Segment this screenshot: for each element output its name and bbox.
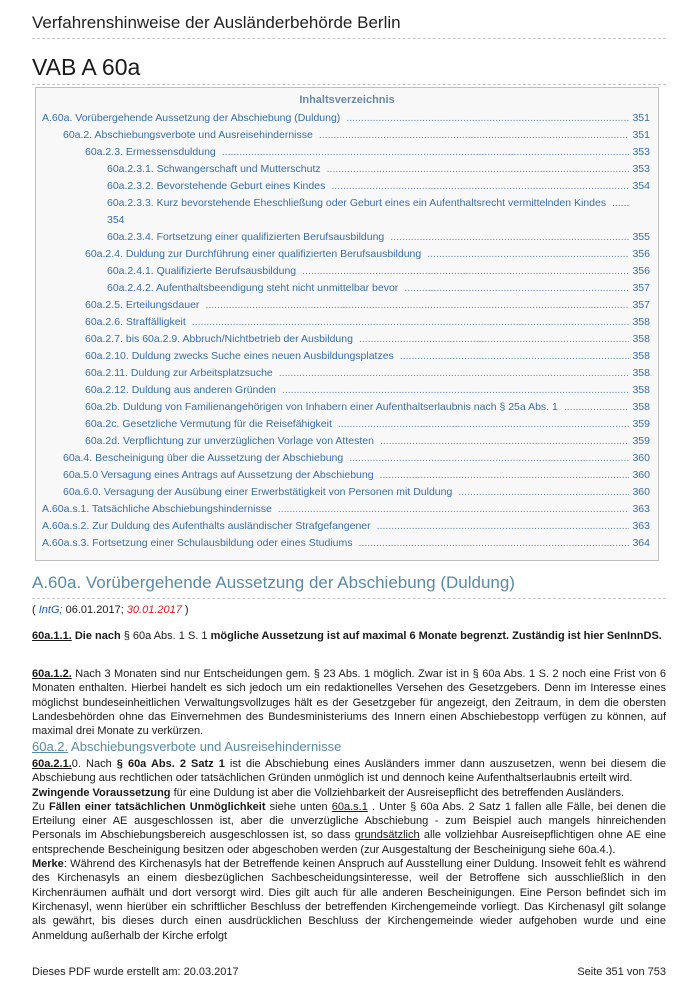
toc-entry-page: 351 (632, 129, 650, 141)
toc-entry-text: 60a.2d. Verpflichtung zur unverzüglichen Vorlage von Attesten (85, 435, 374, 447)
toc-entry-text: 60a.4. Bescheinigung über die Aussetzung der Abschiebung (63, 452, 344, 464)
subsection-number-link[interactable]: 60a.2. (32, 739, 69, 754)
toc-entry-page: 353 (632, 163, 650, 175)
toc-entry-text: 60a.2.5. Erteilungsdauer (85, 299, 200, 311)
toc-leader-dots (346, 110, 629, 127)
toc-entry-text: 60a.2.3.1. Schwangerschaft und Mutterschutz (107, 163, 321, 175)
section-divider (32, 598, 666, 599)
toc-entry-text: 60a.2.3. Ermessensduldung (85, 146, 216, 158)
toc-entry-page: 360 (632, 469, 650, 481)
toc-entry-text: 60a.2c. Gesetzliche Vermutung für die Reisefähigkeit (85, 418, 332, 430)
toc-entry[interactable] (36, 280, 658, 297)
footer-created: Dieses PDF wurde erstellt am: 20.03.2017 (32, 966, 239, 978)
toc-entry[interactable] (36, 399, 658, 416)
toc-leader-dots (400, 348, 630, 365)
toc-entry[interactable] (36, 195, 658, 229)
toc-entry[interactable] (36, 127, 658, 144)
toc-entry[interactable] (36, 161, 658, 178)
toc-entry-page: 359 (632, 435, 650, 447)
toc-leader-dots (377, 518, 630, 535)
toc-entry-text: 60a.2.4. Duldung zur Durchführung einer qualifizierten Berufsausbildung (85, 248, 422, 260)
toc-leader-dots: ...... (606, 197, 630, 209)
toc-entry[interactable] (36, 331, 658, 348)
toc-entry[interactable] (36, 535, 658, 552)
toc-leader-dots (427, 246, 629, 263)
toc-leader-dots (338, 416, 630, 433)
toc-leader-dots (349, 450, 629, 467)
toc-entry-text: 60a.2.3.2. Bevorstehende Geburt eines Kindes (107, 180, 326, 192)
toc-entry-page: 351 (632, 112, 650, 124)
paragraph-60a-1-1: 60a.1.1. Die nach § 60a Abs. 1 S. 1 mögliche Aussetzung ist auf maximal 6 Monate begrenzt. Zuständig ist hier SenInnDS. (32, 630, 662, 642)
toc-entry[interactable] (36, 246, 658, 263)
toc-entry[interactable] (36, 365, 658, 382)
toc-leader-dots (205, 297, 629, 314)
toc-entry-text: 60a.2. Abschiebungsverbote und Ausreisehindernisse (63, 129, 313, 141)
toc-entry-page: 358 (632, 350, 650, 362)
paragraph-60a-1-2: 60a.1.2. Nach 3 Monaten sind nur Entscheidungen gem. § 23 Abs. 1 möglich. Zwar ist in § 60a Abs. 1 S. 2 noch eine Frist von 6 Monaten enthalten. Hierbei handelt es sich jedoch um ein redaktionelles Versehen des Gesetzgebers. Denn im Interesse eines möglichst bundeseinheitlichen Verwaltungsvollzuges hält es der Gesetzgeber für angezeigt, den Zeitraum, in dem die obersten Landesbehörden ohne das Einvernehmen des Bundesministeriums des Innern einen Abschiebestopp verfügen zu können, auf maximal drei Monate zu verkürzen. (32, 668, 666, 738)
toc-entry-page: 354 (107, 214, 125, 226)
toc-entry-page: 360 (632, 486, 650, 498)
title-divider (32, 84, 666, 85)
running-header: Verfahrenshinweise der Ausländerbehörde Berlin (32, 13, 401, 32)
toc-leader-dots (404, 280, 629, 297)
toc-leader-dots (564, 399, 630, 416)
toc-entry[interactable] (36, 144, 658, 161)
toc-entry[interactable] (36, 416, 658, 433)
toc-entry-text: A.60a.s.2. Zur Duldung des Aufenthalts ausländischer Strafgefangener (42, 520, 371, 532)
toc-leader-dots (302, 263, 629, 280)
toc-entry-page: 359 (632, 418, 650, 430)
paragraph-number: 60a.1.1. (32, 630, 72, 642)
toc-entry[interactable] (36, 110, 658, 127)
toc-entry[interactable] (36, 382, 658, 399)
toc-entry[interactable] (36, 433, 658, 450)
toc-entry[interactable] (36, 178, 658, 195)
subsection-heading: 60a.2. Abschiebungsverbote und Ausreisehindernisse (32, 739, 342, 754)
toc-leader-dots (331, 178, 629, 195)
toc-entry-page: 357 (632, 282, 650, 294)
toc-leader-dots (278, 501, 630, 518)
toc-leader-dots (327, 161, 630, 178)
intg-link[interactable]: IntG; (38, 604, 63, 616)
toc-entry-page: 358 (632, 333, 650, 345)
crossref-link[interactable]: 60a.s.1 (331, 800, 368, 813)
toc-entry-page: 355 (632, 231, 650, 243)
toc-leader-dots (458, 484, 629, 501)
toc-entry-page: 358 (632, 384, 650, 396)
toc-entry-page: 363 (632, 520, 650, 532)
toc-entry-page: 363 (632, 503, 650, 515)
toc-leader-dots (279, 365, 630, 382)
toc-entry-text: 60a.2.3.4. Fortsetzung einer qualifizierten Berufsausbildung (107, 231, 385, 243)
section-meta: ( IntG; 06.01.2017; 30.01.2017 ) (32, 604, 189, 616)
toc-entry-text: 60a.2b. Duldung von Familienangehörigen von Inhabern einer Aufenthaltserlaubnis nach § 25a Abs. 1 (85, 401, 558, 413)
toc-entry[interactable] (36, 297, 658, 314)
toc-entry-text: A.60a. Vorübergehende Aussetzung der Abschiebung (Duldung) (42, 112, 341, 124)
toc-entry-text: 60a.2.10. Duldung zwecks Suche eines neuen Ausbildungsplatzes (85, 350, 394, 362)
toc-list (36, 110, 658, 552)
toc-title: Inhaltsverzeichnis (299, 94, 395, 106)
toc-leader-dots (282, 382, 630, 399)
header-divider (32, 38, 666, 39)
toc-entry-text: 60a.6.0. Versagung der Ausübung einer Erwerbstätigkeit von Personen mit Duldung (63, 486, 453, 498)
toc-leader-dots (359, 331, 630, 348)
toc-entry-text: 60a.2.6. Straffälligkeit (85, 316, 186, 328)
toc-entry-page: 354 (632, 180, 650, 192)
toc-entry[interactable] (36, 348, 658, 365)
document-title: VAB A 60a (32, 54, 141, 80)
toc-entry[interactable] (36, 518, 658, 535)
toc-entry[interactable] (36, 229, 658, 246)
toc-entry-page: 353 (632, 146, 650, 158)
toc-entry[interactable] (36, 314, 658, 331)
toc-entry-text: 60a.2.3.3. Kurz bevorstehende Eheschließung oder Geburt eines ein Aufenthaltsrecht vermittelnden Kindes (107, 197, 607, 209)
toc-entry-page: 358 (632, 316, 650, 328)
footer-page-number: Seite 351 von 753 (577, 966, 666, 978)
toc-leader-dots (380, 433, 630, 450)
toc-entry-page: 364 (632, 537, 650, 549)
toc-entry-text: 60a.2.4.2. Aufenthaltsbeendigung steht nicht unmittelbar bevor (107, 282, 399, 294)
toc-entry[interactable] (36, 467, 658, 484)
toc-entry-text: A.60a.s.3. Fortsetzung einer Schulausbildung oder eines Studiums (42, 537, 353, 549)
toc-entry-text: 60a.2.11. Duldung zur Arbeitsplatzsuche (85, 367, 273, 379)
toc-leader-dots (319, 127, 630, 144)
toc-entry-text: 60a.2.12. Duldung aus anderen Gründen (85, 384, 276, 396)
toc-entry-text: A.60a.s.1. Tatsächliche Abschiebungshindernisse (42, 503, 272, 515)
toc-entry-page: 356 (632, 265, 650, 277)
paragraph-number: 60a.1.2. (32, 668, 72, 680)
toc-entry[interactable] (36, 484, 658, 501)
change-date: 30.01.2017 (126, 604, 182, 616)
paragraph-number: 60a.2.1. (32, 758, 72, 770)
toc-entry-page: 360 (632, 452, 650, 464)
toc-entry-text: 60a.2.4.1. Qualifizierte Berufsausbildung (107, 265, 297, 277)
toc-leader-dots (222, 144, 630, 161)
toc-entry-text: 60a.2.7. bis 60a.2.9. Abbruch/Nichtbetrieb der Ausbildung (85, 333, 353, 345)
toc-entry-page: 358 (632, 401, 650, 413)
table-of-contents (35, 87, 659, 561)
section-heading: A.60a. Vorübergehende Aussetzung der Abschiebung (Duldung) (32, 573, 515, 592)
toc-leader-dots (359, 535, 630, 552)
toc-entry[interactable] (36, 501, 658, 518)
toc-leader-dots (192, 314, 630, 331)
paragraph-60a-2-1: 60a.2.1.0. Nach § 60a Abs. 2 Satz 1 ist die Abschiebung eines Ausländers immer dann auszusetzen, wenn bei diesem die Abschiebung aus rechtlichen oder tatsächlichen Gründen unmöglich ist und dennoch keine Aufenthaltserlaubnis erteilt wird. Zwingende Voraussetzung für eine Duldung ist aber die Vollziehbarkeit der Ausreisepflicht des betreffenden Ausländers. Zu Fällen einer tatsächlichen Unmöglichkeit siehe unten 60a.s.1 . Unter § 60a Abs. 2 Satz 1 fallen alle Fälle, bei denen die Erteilung einer AE ausgeschlossen ist, aber die unverzügliche Abschiebung - zum Beispiel auch mangels hinreichenden Personals im Abschiebungsbereich ausgeschlossen ist, so dass grundsätzlich alle vollziehbar Ausreisepflichtigen ohne AE eine entsprechende Bescheinigung besitzen oder abgeschoben werden (zur Ausgestaltung der Bescheinigung siehe 60a.4.). Merke: Während des Kirchenasyls hat der Betreffende keinen Anspruch auf Ausstellung einer Duldung. Insoweit fehlt es während des Kirchenasyls an einem diesbezüglichen Sachbescheidungsinteresse, weil der Betroffene sich ausschließlich in den Kirchenräumen aufhält und dort versorgt wird. Dies gilt auch für alle anderen Bescheinigungen. Eine Person befindet sich im Kirchenasyl, wenn hierüber ein schriftlicher Beschluss der betreffenden Kirchengemeinde vorliegt. Das Kirchenasyl gilt solange als gewährt, bis dieses durch einen ausdrücklichen Beschluss der Kirchengemeinde wieder aufgehoben wurde und eine Anmeldung außerhalb der Kirche erfolgt (32, 758, 666, 942)
toc-entry[interactable] (36, 263, 658, 280)
toc-leader-dots (390, 229, 629, 246)
toc-leader-dots (380, 467, 630, 484)
toc-entry-page: 358 (632, 367, 650, 379)
toc-entry[interactable] (36, 450, 658, 467)
toc-entry-page: 357 (632, 299, 650, 311)
toc-entry-text: 60a.5.0 Versagung eines Antrags auf Aussetzung der Abschiebung (63, 469, 374, 481)
toc-entry-page: 356 (632, 248, 650, 260)
